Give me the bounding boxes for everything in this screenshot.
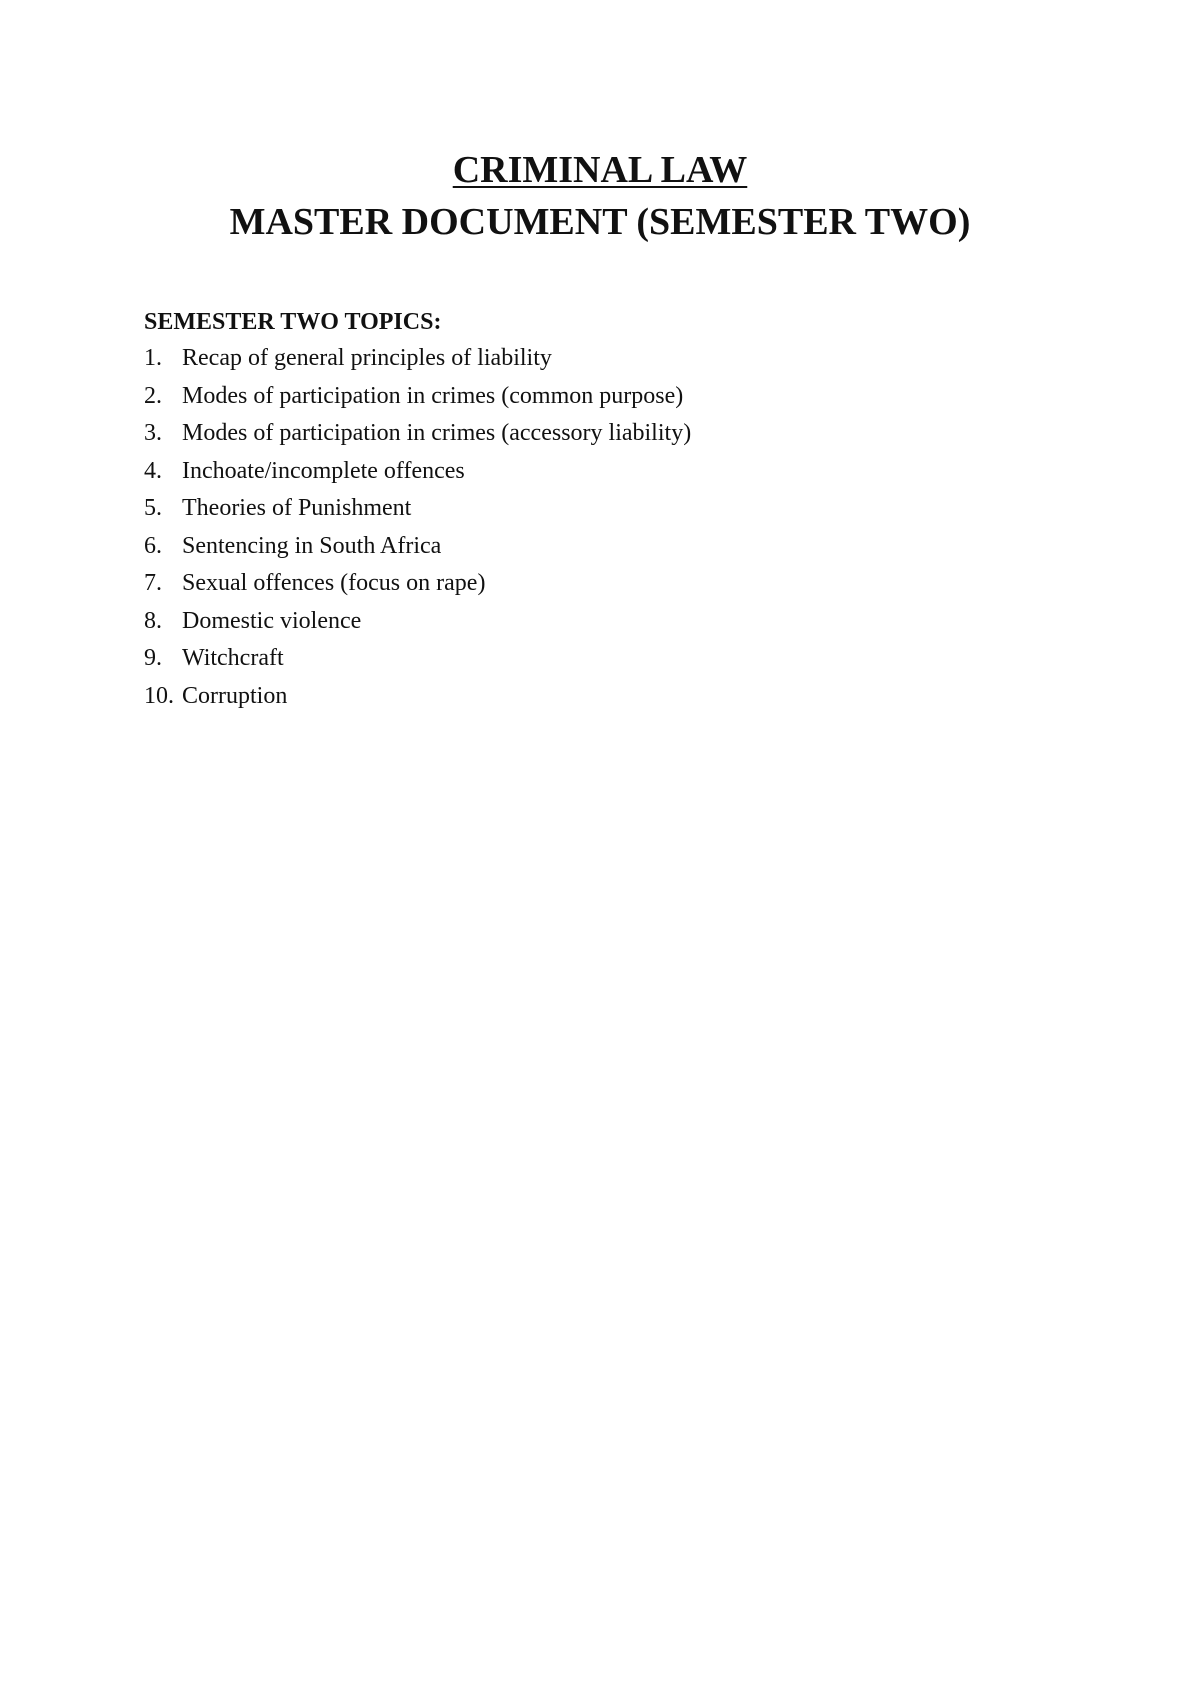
topic-number: 5. (144, 495, 162, 521)
document-title: CRIMINAL LAW (452, 149, 748, 191)
topic-number: 2. (144, 382, 162, 409)
topics-heading: SEMESTER TWO TOPICS: (144, 309, 442, 335)
topic-text: Recap of general principles of liability (182, 345, 552, 371)
topic-item (144, 418, 691, 456)
topic-item (144, 381, 691, 419)
topic-item (144, 531, 691, 569)
topic-item (144, 606, 691, 644)
topic-number: 6. (144, 532, 162, 559)
topic-text: Modes of participation in crimes (common purpose) (182, 382, 684, 409)
topic-item (144, 343, 691, 381)
topic-text: Sexual offences (focus on rape) (182, 570, 486, 596)
topic-number: 10. (144, 682, 174, 709)
topic-text: Theories of Punishment (182, 495, 412, 521)
topic-item (144, 568, 691, 606)
document-subtitle: MASTER DOCUMENT (SEMESTER TWO) (229, 201, 971, 243)
topic-number: 7. (144, 570, 162, 596)
topic-number: 4. (144, 457, 162, 484)
topic-number: 1. (144, 345, 162, 371)
topic-item (144, 493, 691, 531)
topic-text: Sentencing in South Africa (182, 532, 442, 559)
topic-number: 9. (144, 645, 162, 671)
topic-list (144, 343, 691, 718)
topic-text: Modes of participation in crimes (accessory liability) (182, 420, 692, 446)
topic-text: Inchoate/incomplete offences (182, 457, 465, 484)
topic-item (144, 643, 691, 681)
topic-item (144, 681, 691, 719)
topic-item (144, 456, 691, 494)
topic-text: Corruption (182, 682, 288, 709)
topic-text: Domestic violence (182, 607, 362, 634)
topic-text: Witchcraft (182, 645, 284, 671)
topic-number: 3. (144, 420, 162, 446)
topic-number: 8. (144, 607, 162, 634)
